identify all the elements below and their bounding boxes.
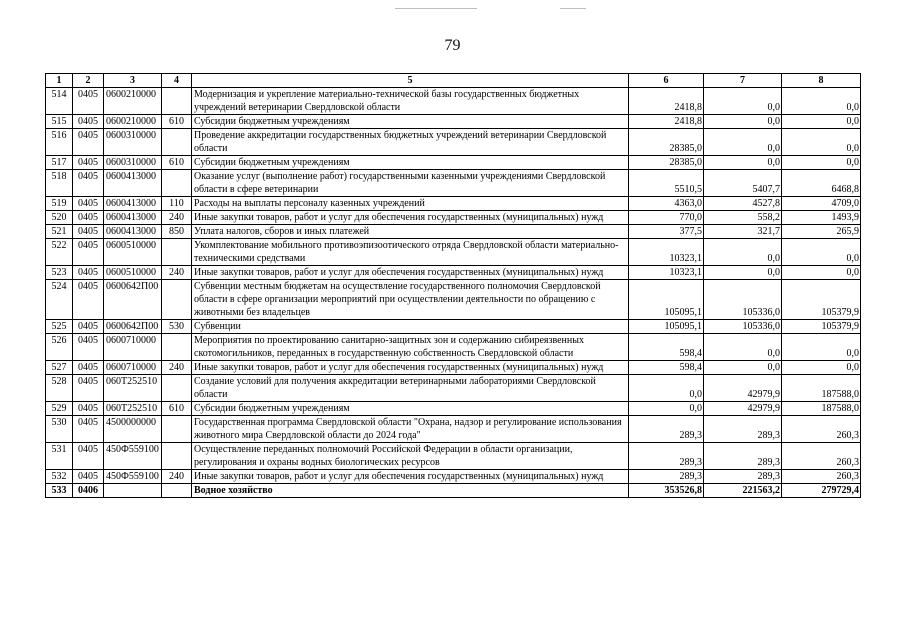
amount-col8-cell: 0,0 (782, 266, 861, 280)
budget-table (45, 73, 861, 498)
expense-type-cell (162, 443, 192, 470)
row-number-cell: 527 (46, 361, 73, 375)
amount-col8-cell: 0,0 (782, 129, 861, 156)
amount-col6-cell: 4363,0 (629, 197, 704, 211)
amount-col7-cell: 321,7 (704, 225, 782, 239)
amount-col7-cell: 221563,2 (704, 484, 782, 498)
expense-type-cell: 610 (162, 156, 192, 170)
section-code-cell: 0405 (73, 361, 104, 375)
amount-col7-cell: 5407,7 (704, 170, 782, 197)
amount-col6-cell: 598,4 (629, 334, 704, 361)
page-number: 79 (444, 37, 461, 54)
column-header: 7 (704, 74, 782, 88)
amount-col7-cell: 289,3 (704, 416, 782, 443)
amount-col7-cell: 0,0 (704, 266, 782, 280)
column-header: 1 (46, 74, 73, 88)
amount-col7-cell: 0,0 (704, 361, 782, 375)
section-code-cell: 0405 (73, 197, 104, 211)
expense-type-cell (162, 416, 192, 443)
row-number-cell: 531 (46, 443, 73, 470)
column-header: 4 (162, 74, 192, 88)
description-cell: Мероприятия по проектированию санитарно-защитных зон и содержанию сибиреязвенных скотомогильников, переданных в государственную собственность Свердловской области (192, 334, 629, 361)
description-cell: Иные закупки товаров, работ и услуг для обеспечения государственных (муниципальных) нужд (192, 361, 629, 375)
amount-col6-cell: 289,3 (629, 443, 704, 470)
description-cell: Субвенции местным бюджетам на осуществление государственного полномочия Свердловской области в сфере организации мероприятий при осуществлении деятельности по обращению с животными без владельцев (192, 280, 629, 320)
description-cell: Государственная программа Свердловской области "Охрана, надзор и регулирование использования животного мира Свердловской области до 2024 года" (192, 416, 629, 443)
description-cell: Оказание услуг (выполнение работ) государственными казенными учреждениями Свердловской области в сфере ветеринарии (192, 170, 629, 197)
amount-col6-cell: 28385,0 (629, 129, 704, 156)
expense-type-cell: 850 (162, 225, 192, 239)
row-number-cell: 532 (46, 470, 73, 484)
amount-col8-cell: 0,0 (782, 334, 861, 361)
table-row (46, 115, 861, 129)
amount-col6-cell: 105095,1 (629, 280, 704, 320)
expense-type-cell: 110 (162, 197, 192, 211)
target-article-cell: 0600413000 (104, 197, 162, 211)
description-cell: Расходы на выплаты персоналу казенных учреждений (192, 197, 629, 211)
amount-col6-cell: 353526,8 (629, 484, 704, 498)
amount-col8-cell: 0,0 (782, 88, 861, 115)
amount-col7-cell: 105336,0 (704, 320, 782, 334)
amount-col6-cell: 2418,8 (629, 88, 704, 115)
top-edge-line (560, 8, 586, 9)
section-code-cell: 0405 (73, 115, 104, 129)
amount-col6-cell: 377,5 (629, 225, 704, 239)
expense-type-cell (162, 88, 192, 115)
expense-type-cell: 610 (162, 115, 192, 129)
section-code-cell: 0405 (73, 416, 104, 443)
description-cell: Создание условий для получения аккредитации ветеринарными лабораториями Свердловской области (192, 375, 629, 402)
amount-col7-cell: 0,0 (704, 239, 782, 266)
target-article-cell: 0600210000 (104, 88, 162, 115)
amount-col7-cell: 0,0 (704, 115, 782, 129)
description-cell: Субсидии бюджетным учреждениям (192, 156, 629, 170)
table-row (46, 280, 861, 320)
amount-col7-cell: 42979,9 (704, 402, 782, 416)
row-number-cell: 521 (46, 225, 73, 239)
row-number-cell: 517 (46, 156, 73, 170)
amount-col7-cell: 289,3 (704, 470, 782, 484)
target-article-cell: 0600413000 (104, 211, 162, 225)
amount-col8-cell: 260,3 (782, 443, 861, 470)
target-article-cell: 450Ф559100 (104, 443, 162, 470)
column-header: 8 (782, 74, 861, 88)
target-article-cell: 0600510000 (104, 239, 162, 266)
row-number-cell: 529 (46, 402, 73, 416)
table-body (46, 88, 861, 498)
amount-col6-cell: 10323,1 (629, 239, 704, 266)
table-row (46, 375, 861, 402)
amount-col8-cell: 260,3 (782, 470, 861, 484)
target-article-cell: 0600710000 (104, 334, 162, 361)
amount-col6-cell: 0,0 (629, 402, 704, 416)
expense-type-cell: 530 (162, 320, 192, 334)
table-row (46, 88, 861, 115)
expense-type-cell: 240 (162, 266, 192, 280)
expense-type-cell (162, 334, 192, 361)
table-row (46, 170, 861, 197)
description-cell: Субвенции (192, 320, 629, 334)
table-row (46, 470, 861, 484)
amount-col8-cell: 6468,8 (782, 170, 861, 197)
row-number-cell: 525 (46, 320, 73, 334)
amount-col8-cell: 105379,9 (782, 280, 861, 320)
table-row (46, 197, 861, 211)
row-number-cell: 518 (46, 170, 73, 197)
target-article-cell: 450Ф559100 (104, 470, 162, 484)
expense-type-cell: 240 (162, 470, 192, 484)
target-article-cell (104, 484, 162, 498)
amount-col6-cell: 289,3 (629, 470, 704, 484)
description-cell: Осуществление переданных полномочий Российской Федерации в области организации, регулирования и охраны водных биологических ресурсов (192, 443, 629, 470)
amount-col6-cell: 2418,8 (629, 115, 704, 129)
table-row (46, 320, 861, 334)
column-header: 5 (192, 74, 629, 88)
amount-col7-cell: 289,3 (704, 443, 782, 470)
column-header: 3 (104, 74, 162, 88)
target-article-cell: 0600210000 (104, 115, 162, 129)
section-code-cell: 0405 (73, 266, 104, 280)
amount-col6-cell: 770,0 (629, 211, 704, 225)
expense-type-cell: 240 (162, 361, 192, 375)
row-number-cell: 522 (46, 239, 73, 266)
expense-type-cell: 610 (162, 402, 192, 416)
table-row (46, 361, 861, 375)
row-number-cell: 523 (46, 266, 73, 280)
table-row (46, 129, 861, 156)
table-row (46, 156, 861, 170)
target-article-cell: 0600413000 (104, 225, 162, 239)
amount-col7-cell: 4527,8 (704, 197, 782, 211)
amount-col6-cell: 598,4 (629, 361, 704, 375)
section-code-cell: 0405 (73, 375, 104, 402)
row-number-cell: 530 (46, 416, 73, 443)
target-article-cell: 0600642П00 (104, 320, 162, 334)
target-article-cell: 0600413000 (104, 170, 162, 197)
row-number-cell: 528 (46, 375, 73, 402)
target-article-cell: 060T252510 (104, 375, 162, 402)
table-row (46, 225, 861, 239)
amount-col8-cell: 0,0 (782, 239, 861, 266)
column-header: 2 (73, 74, 104, 88)
expense-type-cell (162, 375, 192, 402)
table-row (46, 402, 861, 416)
section-code-cell: 0405 (73, 334, 104, 361)
target-article-cell: 4500000000 (104, 416, 162, 443)
amount-col8-cell: 187588,0 (782, 402, 861, 416)
expense-type-cell: 240 (162, 211, 192, 225)
target-article-cell: 0600310000 (104, 156, 162, 170)
amount-col6-cell: 0,0 (629, 375, 704, 402)
section-code-cell: 0405 (73, 129, 104, 156)
description-cell: Модернизация и укрепление материально-технической базы государственных бюджетных учреждений ветеринарии Свердловской области (192, 88, 629, 115)
amount-col8-cell: 0,0 (782, 156, 861, 170)
table-row (46, 443, 861, 470)
column-header: 6 (629, 74, 704, 88)
row-number-cell: 516 (46, 129, 73, 156)
row-number-cell: 526 (46, 334, 73, 361)
target-article-cell: 0600310000 (104, 129, 162, 156)
section-code-cell: 0405 (73, 239, 104, 266)
amount-col7-cell: 0,0 (704, 129, 782, 156)
target-article-cell: 060T252510 (104, 402, 162, 416)
description-cell: Проведение аккредитации государственных бюджетных учреждений ветеринарии Свердловской области (192, 129, 629, 156)
amount-col7-cell: 0,0 (704, 334, 782, 361)
table-row (46, 416, 861, 443)
description-cell: Иные закупки товаров, работ и услуг для обеспечения государственных (муниципальных) нужд (192, 470, 629, 484)
description-cell: Субсидии бюджетным учреждениям (192, 115, 629, 129)
section-code-cell: 0405 (73, 320, 104, 334)
description-cell: Иные закупки товаров, работ и услуг для обеспечения государственных (муниципальных) нужд (192, 266, 629, 280)
amount-col7-cell: 105336,0 (704, 280, 782, 320)
table-row (46, 211, 861, 225)
description-cell: Укомплектование мобильного противоэпизоотического отряда Свердловской области материально-техническими средствами (192, 239, 629, 266)
column-number-row (46, 74, 861, 88)
section-code-cell: 0405 (73, 156, 104, 170)
table-row (46, 266, 861, 280)
expense-type-cell (162, 170, 192, 197)
amount-col6-cell: 28385,0 (629, 156, 704, 170)
amount-col6-cell: 10323,1 (629, 266, 704, 280)
top-edge-line (395, 8, 477, 9)
amount-col8-cell: 105379,9 (782, 320, 861, 334)
target-article-cell: 0600710000 (104, 361, 162, 375)
row-number-cell: 515 (46, 115, 73, 129)
description-cell: Водное хозяйство (192, 484, 629, 498)
expense-type-cell (162, 239, 192, 266)
section-code-cell: 0405 (73, 225, 104, 239)
amount-col7-cell: 558,2 (704, 211, 782, 225)
section-code-cell: 0405 (73, 470, 104, 484)
amount-col8-cell: 1493,9 (782, 211, 861, 225)
amount-col6-cell: 105095,1 (629, 320, 704, 334)
section-code-cell: 0405 (73, 443, 104, 470)
amount-col8-cell: 0,0 (782, 361, 861, 375)
description-cell: Уплата налогов, сборов и иных платежей (192, 225, 629, 239)
description-cell: Иные закупки товаров, работ и услуг для обеспечения государственных (муниципальных) нужд (192, 211, 629, 225)
amount-col8-cell: 265,9 (782, 225, 861, 239)
section-code-cell: 0405 (73, 170, 104, 197)
row-number-cell: 520 (46, 211, 73, 225)
amount-col6-cell: 5510,5 (629, 170, 704, 197)
description-cell: Субсидии бюджетным учреждениям (192, 402, 629, 416)
section-code-cell: 0405 (73, 280, 104, 320)
amount-col8-cell: 260,3 (782, 416, 861, 443)
table-row (46, 484, 861, 498)
section-code-cell: 0405 (73, 211, 104, 225)
target-article-cell: 0600642П00 (104, 280, 162, 320)
row-number-cell: 519 (46, 197, 73, 211)
row-number-cell: 524 (46, 280, 73, 320)
section-code-cell: 0406 (73, 484, 104, 498)
table-row (46, 239, 861, 266)
expense-type-cell (162, 484, 192, 498)
target-article-cell: 0600510000 (104, 266, 162, 280)
amount-col7-cell: 0,0 (704, 156, 782, 170)
table-row (46, 334, 861, 361)
section-code-cell: 0405 (73, 402, 104, 416)
expense-type-cell (162, 280, 192, 320)
amount-col6-cell: 289,3 (629, 416, 704, 443)
row-number-cell: 533 (46, 484, 73, 498)
amount-col8-cell: 187588,0 (782, 375, 861, 402)
amount-col7-cell: 42979,9 (704, 375, 782, 402)
amount-col8-cell: 279729,4 (782, 484, 861, 498)
section-code-cell: 0405 (73, 88, 104, 115)
amount-col7-cell: 0,0 (704, 88, 782, 115)
expense-type-cell (162, 129, 192, 156)
amount-col8-cell: 4709,0 (782, 197, 861, 211)
row-number-cell: 514 (46, 88, 73, 115)
amount-col8-cell: 0,0 (782, 115, 861, 129)
